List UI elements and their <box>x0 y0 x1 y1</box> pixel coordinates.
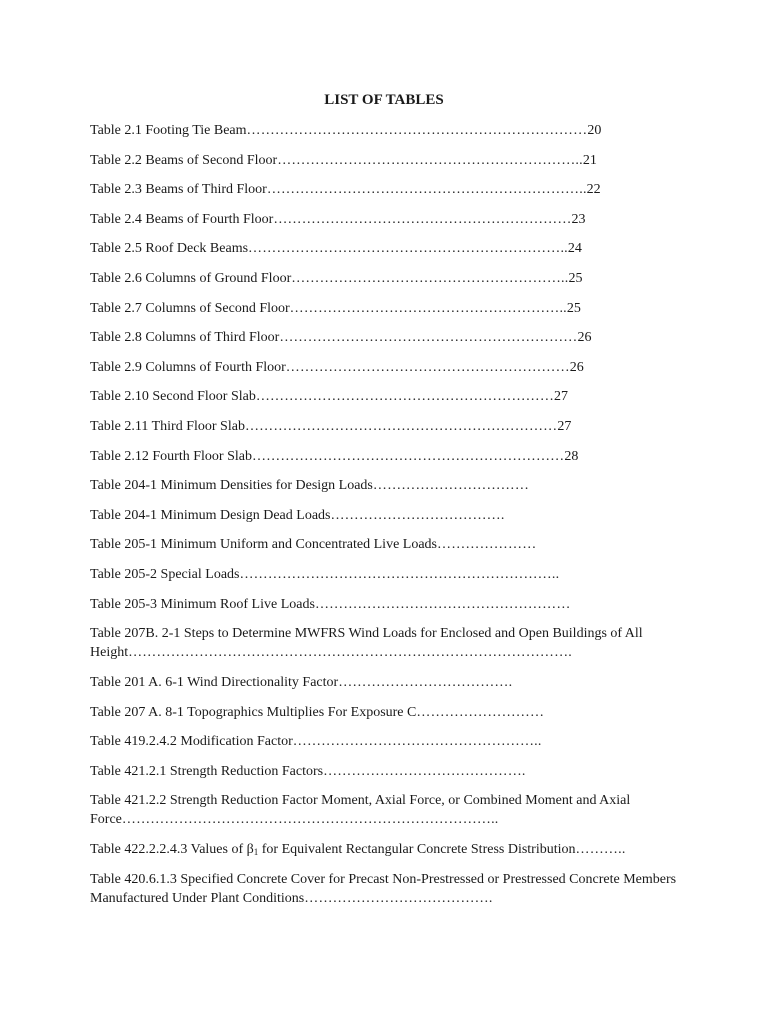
list-item <box>90 447 690 466</box>
list-item <box>90 535 690 554</box>
list-item <box>90 870 690 908</box>
list-item <box>90 565 690 584</box>
list-item <box>90 328 690 347</box>
entry-text: Table 201 A. 6-1 Wind Directionality Factor <box>90 675 339 691</box>
dot-leader: ……………………………………………………………… <box>246 123 588 138</box>
dot-leader: …………………………… <box>372 478 530 494</box>
dot-leader: ……………………………………. <box>323 763 526 779</box>
dot-leader: …………………………………………………… <box>285 359 570 375</box>
entry-text: Table 204-1 Minimum Densities for Design Loads <box>90 478 373 494</box>
list-item <box>90 210 690 229</box>
entry-text: Table 2.8 Columns of Third Floor <box>90 330 280 346</box>
entry-text: Table 205-2 Special Loads <box>90 566 240 582</box>
entry-text: Table 2.3 Beams of Third Floor <box>90 182 267 198</box>
page-number: 23 <box>571 211 586 227</box>
page-number: 20 <box>587 123 602 138</box>
dot-leader: ……………………………………………………… <box>279 330 578 346</box>
dot-leader: ………………………………………………………….. <box>266 182 587 198</box>
dot-leader: …………………………………. <box>304 891 493 907</box>
entry-text: Table 204-1 Minimum Design Dead Loads <box>90 507 331 523</box>
list-item <box>90 239 690 258</box>
dot-leader: …………………………………………………………………………………. <box>128 645 573 661</box>
list-item <box>90 840 690 859</box>
list-item <box>90 624 690 662</box>
entry-text: Table 2.11 Third Floor Slab <box>90 418 245 434</box>
entry-text: Table 420.6.1.3 Specified Concrete Cover for Precast Non-Prestressed or Prestressed Concrete Members Manufactured Under Plant Conditions <box>90 872 677 907</box>
entry-text: Table 422.2.2.4.3 Values of β <box>90 842 254 858</box>
page-title: LIST OF TABLES <box>324 92 444 108</box>
list-item <box>90 299 690 318</box>
entry-text: Table 2.7 Columns of Second Floor <box>90 300 290 316</box>
page-number: 25 <box>568 270 583 286</box>
page-number: 26 <box>569 359 584 375</box>
dot-leader: ………………………………………………………… <box>244 418 558 434</box>
list-item <box>90 121 690 140</box>
dot-leader: ……………………… <box>416 704 545 720</box>
dot-leader: …………………………………………….. <box>292 734 542 750</box>
entry-text: Table 205-1 Minimum Uniform and Concentrated Live Loads <box>90 537 437 553</box>
list-item <box>90 151 690 170</box>
entry-text: Table 2.12 Fourth Floor Slab <box>90 448 252 464</box>
entry-text: Table 2.9 Columns of Fourth Floor <box>90 359 286 375</box>
list-item <box>90 417 690 436</box>
page-number: 24 <box>567 241 582 257</box>
entry-text: Table 2.4 Beams of Fourth Floor <box>90 211 274 227</box>
dot-leader: ………………………………………………….. <box>291 270 569 286</box>
entry-text: Table 2.5 Roof Deck Beams <box>90 241 249 257</box>
dot-leader: ………………………………………………………….. <box>248 241 568 257</box>
list-item <box>90 506 690 525</box>
dot-leader: ………………………………………………….. <box>289 300 567 316</box>
page-number: 26 <box>577 330 592 346</box>
dot-leader: ………………………………. <box>330 507 505 523</box>
page-number: 28 <box>564 448 579 464</box>
entry-text: Table 2.6 Columns of Ground Floor <box>90 270 292 286</box>
page-number: 22 <box>586 182 601 198</box>
entry-text: Table 205-3 Minimum Roof Live Loads <box>90 596 315 612</box>
entry-text: Table 2.10 Second Floor Slab <box>90 389 256 405</box>
dot-leader: …………………………………………………………………….. <box>121 812 499 828</box>
list-item <box>90 180 690 199</box>
entry-text: Table 207B. 2-1 Steps to Determine MWFRS Wind Loads for Enclosed and Open Buildings of All Height <box>90 626 643 661</box>
list-item <box>90 358 690 377</box>
list-item <box>90 703 690 722</box>
list-item <box>90 476 690 495</box>
dot-leader: ………………… <box>437 537 537 553</box>
entry-text: Table 421.2.1 Strength Reduction Factors <box>90 763 324 779</box>
subscript: 1 <box>253 847 259 858</box>
entry-text: Table 421.2.2 Strength Reduction Factor Moment, Axial Force, or Combined Moment and Axial Force <box>90 793 631 828</box>
dot-leader: ………………………………………………………….. <box>239 566 560 582</box>
dot-leader: ……………………………………………………….. <box>277 152 583 168</box>
page-number: 27 <box>557 418 572 434</box>
dot-leader: ………………………………………………………… <box>251 448 565 464</box>
entry-text: Table 207 A. 8-1 Topographics Multiplies For Exposure C <box>90 704 417 720</box>
dot-leader: ……………………………………………………… <box>255 389 555 405</box>
dot-leader: ………………………………. <box>338 675 513 691</box>
list-item <box>90 595 690 614</box>
list-item <box>90 762 690 781</box>
list-item <box>90 732 690 751</box>
entry-text: Table 2.2 Beams of Second Floor <box>90 152 278 168</box>
entry-text: for Equivalent Rectangular Concrete Stress Distribution <box>258 842 576 858</box>
dot-leader: ……………………………………………………… <box>273 211 572 227</box>
page-number: 27 <box>554 389 569 405</box>
list-item <box>90 387 690 406</box>
list-item <box>90 269 690 288</box>
dot-leader: ……….. <box>575 842 626 858</box>
entry-text: Table 419.2.4.2 Modification Factor <box>90 734 293 750</box>
entry-text: Table 2.1 Footing Tie Beam <box>90 123 247 138</box>
table-list <box>90 121 690 919</box>
page-number: 25 <box>566 300 581 316</box>
dot-leader: ……………………………………………… <box>314 596 571 612</box>
list-item <box>90 791 690 829</box>
page-number: 21 <box>582 152 597 168</box>
list-item <box>90 673 690 692</box>
